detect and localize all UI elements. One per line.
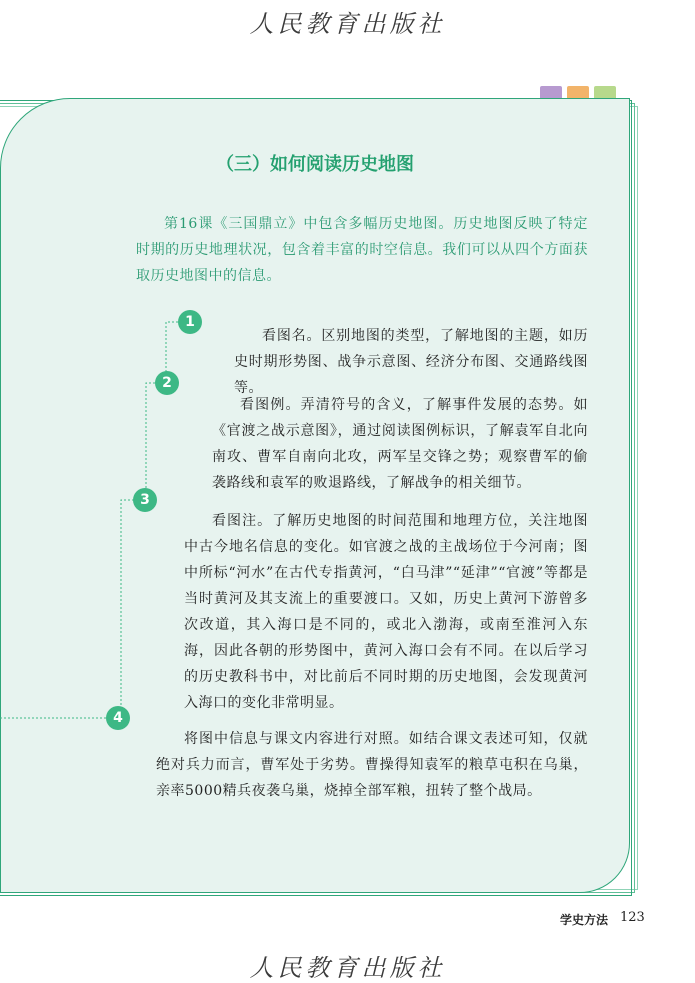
publisher-footer: 人民教育出版社 xyxy=(249,954,446,982)
step-2-text: 看图例。弄清符号的含义，了解事件发展的态势。如《官渡之战示意图》，通过阅读图例标识，了解袁军自北向南攻、曹军自南向北攻，两军呈交锋之势；观察曹军的偷袭路线和袁军的败退路线，了解战争的相关细节。 xyxy=(212,397,588,491)
step-3-text: 看图注。了解历史地图的时间范围和地理方位，关注地图中古今地名信息的变化。如官渡之战的主战场位于今河南；图中所标“河水”在古代专指黄河，“白马津”“延津”“官渡”等都是当时黄河及其支流上的重要渡口。又如，历史上黄河下游曾多次改道，其入海口是不同的，或北入渤海，或南至淮河入东海，因此各朝的形势图中，黄河入海口会有不同。在以后学习的历史教科书中，对比前后不同时期的历史地图，会发现黄河入海口的变化非常明显。 xyxy=(184,513,588,711)
section-title: （三）如何阅读历史地图 xyxy=(216,154,414,175)
step-badge-3: 3 xyxy=(133,488,157,512)
step-badge-4: 4 xyxy=(106,706,130,730)
footer-section-label: 学史方法 xyxy=(560,913,609,927)
step-1-text: 看图名。区别地图的类型，了解地图的主题，如历史时期形势图、战争示意图、经济分布图、交通路线图等。 xyxy=(234,328,588,396)
step-badge-2: 2 xyxy=(155,371,179,395)
intro-paragraph: 第16课《三国鼎立》中包含多幅历史地图。历史地图反映了特定时期的历史地理状况，包含着丰富的时空信息。我们可以从四个方面获取历史地图中的信息。 xyxy=(136,216,588,284)
step-badge-1: 1 xyxy=(178,310,202,334)
publisher-header: 人民教育出版社 xyxy=(249,10,446,38)
page-number: 123 xyxy=(620,910,645,925)
step-4-text: 将图中信息与课文内容进行对照。如结合课文表述可知，仅就绝对兵力而言，曹军处于劣势。曹操得知袁军的粮草屯积在乌巢，亲率5000精兵夜袭乌巢，烧掉全部军粮，扭转了整个战局。 xyxy=(156,731,588,799)
